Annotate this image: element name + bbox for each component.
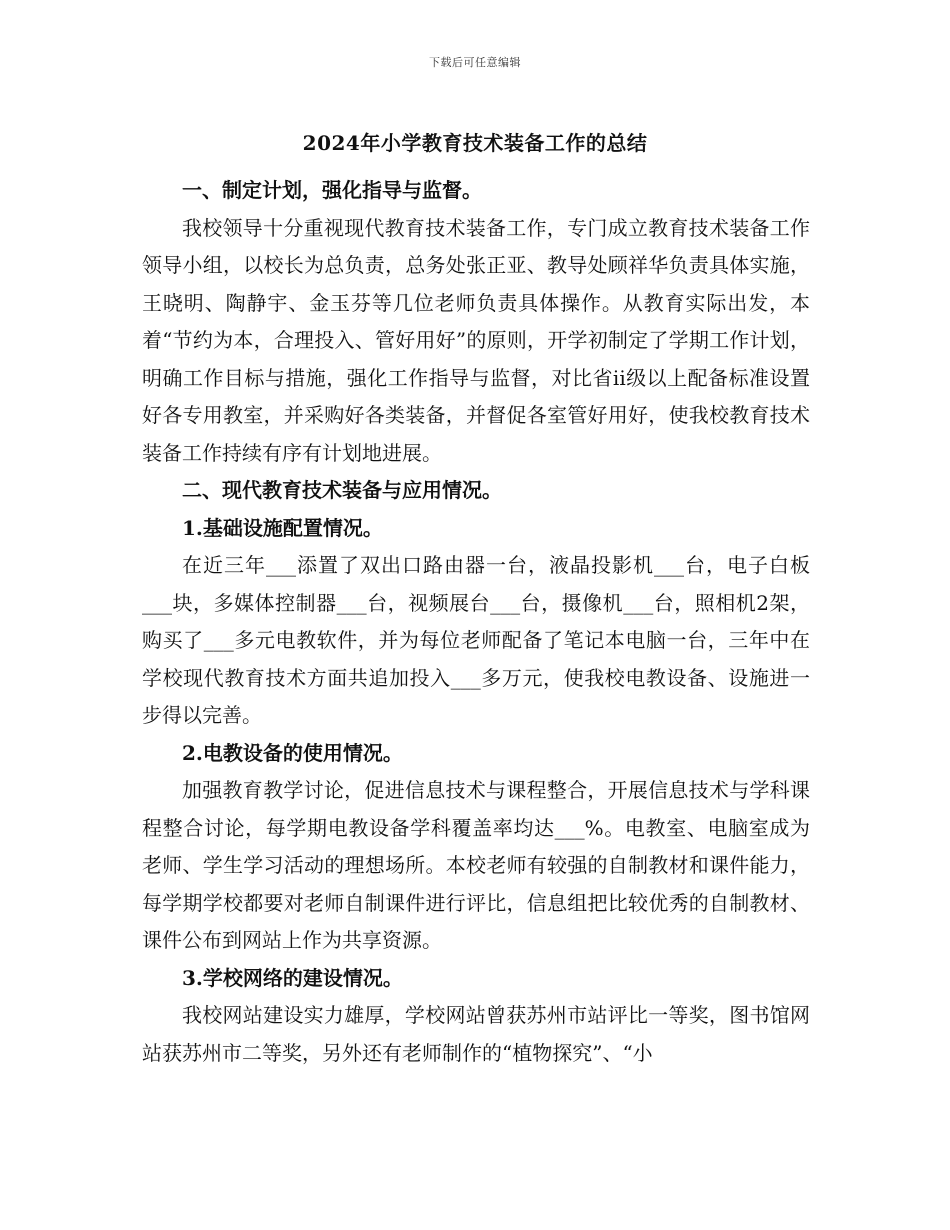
header-note: 下载后可任意编辑 xyxy=(429,56,521,69)
paragraph-plan: 我校领导十分重视现代教育技术装备工作，专门成立教育技术装备工作领导小组，以校长为总负责，总务处张正亚、教导处顾祥华负责具体实施，王晓明、陶静宇、金玉芬等几位老师负责具体操作。从教育实际出发，本着“节约为本，合理投入、管好用好”的原则，开学初制定了学期工作计划，明确工作目标与措施，强化工作指导与监督，对比省ii级以上配备标准设置好各专用教室，并采购好各类装备，并督促各室管好用好，使我校教育技术装备工作持续有序有计划地进展。 xyxy=(142,215,810,465)
document-body xyxy=(142,172,810,1072)
section-heading-equipment: 二、现代教育技术装备与应用情况。 xyxy=(182,478,502,502)
subheading-usage: 2.电教设备的使用情况。 xyxy=(182,740,403,765)
paragraph-infrastructure: 在近三年___添置了双出口路由器一台，液晶投影机___台，电子白板___块，多媒体控制器___台，视频展台___台，摄像机___台，照相机2架，购买了___多元电教软件，并为每位老师配备了笔记本电脑一台，三年中在学校现代教育技术方面共追加投入___多万元，使我校电教设备、设施进一步得以完善。 xyxy=(142,553,810,727)
document-title: 2024年小学教育技术装备工作的总结 xyxy=(302,131,648,155)
paragraph-usage: 加强教育教学讨论，促进信息技术与课程整合，开展信息技术与学科课程整合讨论，每学期电教设备学科覆盖率均达___%。电教室、电脑室成为老师、学生学习活动的理想场所。本校老师有较强的自制教材和课件能力，每学期学校都要对老师自制课件进行评比，信息组把比较优秀的自制教材、课件公布到网站上作为共享资源。 xyxy=(142,778,810,952)
paragraph-network: 我校网站建设实力雄厚，学校网站曾获苏州市站评比一等奖，图书馆网站获苏州市二等奖，另外还有老师制作的“植物探究”、“小 xyxy=(142,1003,810,1065)
subheading-network: 3.学校网络的建设情况。 xyxy=(182,965,403,990)
subheading-infrastructure: 1.基础设施配置情况。 xyxy=(182,515,383,540)
section-heading-plan: 一、制定计划，强化指导与监督。 xyxy=(182,178,482,202)
